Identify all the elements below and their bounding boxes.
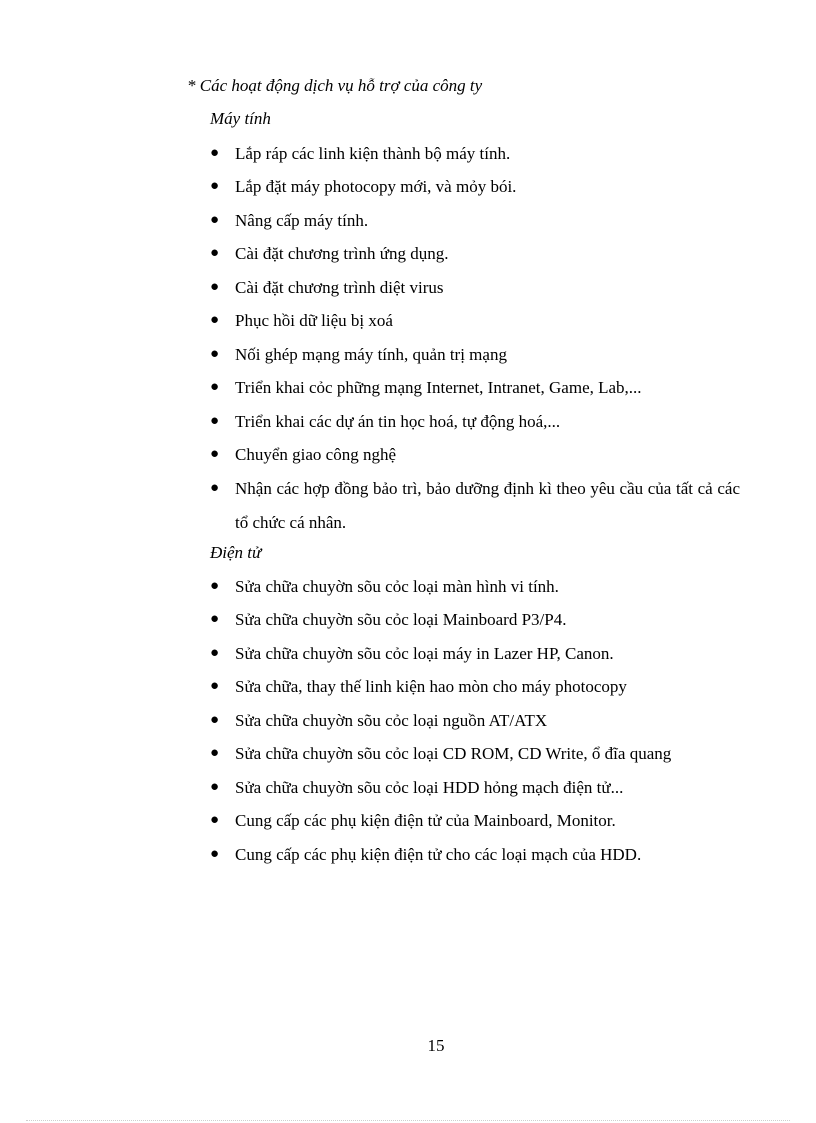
bullet-icon: ● bbox=[210, 480, 220, 496]
page-number: 15 bbox=[427, 1036, 445, 1055]
bullet-icon: ● bbox=[210, 745, 220, 761]
list-item-text: Cài đặt chương trình diệt virus bbox=[235, 278, 444, 297]
list-item-text: Sửa chữa chuyờn sõu cỏc loại CD ROM, CD Write, ổ đĩa quang bbox=[235, 744, 672, 763]
list-item bbox=[210, 170, 740, 204]
bullet-icon: ● bbox=[210, 346, 220, 362]
bullet-icon: ● bbox=[210, 678, 220, 694]
list-item-text: Lắp ráp các linh kiện thành bộ máy tính. bbox=[235, 144, 511, 163]
section-heading: * Các hoạt động dịch vụ hỗ trợ của công ty bbox=[187, 76, 483, 95]
list-item bbox=[210, 438, 740, 472]
list-item bbox=[210, 405, 740, 439]
list-item bbox=[210, 603, 740, 637]
list-item-text: Cài đặt chương trình ứng dụng. bbox=[235, 244, 449, 263]
bullet-icon: ● bbox=[210, 712, 220, 728]
bullet-icon: ● bbox=[210, 779, 220, 795]
list-item-text: Sửa chữa, thay thế linh kiện hao mòn cho máy photocopy bbox=[235, 677, 627, 696]
list-item-text: Nhận các hợp đồng bảo trì, bảo dưỡng định kì theo yêu cầu của tất cả các tổ chức cá nhân. bbox=[235, 479, 740, 532]
list-item-text: Nâng cấp máy tính. bbox=[235, 211, 369, 230]
list-item bbox=[210, 704, 740, 738]
list-item bbox=[210, 371, 740, 405]
list-item bbox=[210, 237, 740, 271]
list-item-text: Sửa chữa chuyờn sõu cỏc loại HDD hỏng mạch điện tử... bbox=[235, 778, 624, 797]
bullet-icon: ● bbox=[210, 279, 220, 295]
list-item-text: Phục hồi dữ liệu bị xoá bbox=[235, 311, 393, 330]
list-item-text: Triển khai các dự án tin học hoá, tự động hoá,... bbox=[235, 412, 561, 431]
list-item bbox=[210, 204, 740, 238]
bullet-icon: ● bbox=[210, 413, 220, 429]
list-item bbox=[210, 771, 740, 805]
list-item-text: Lắp đặt máy photocopy mới, và mỏy bói. bbox=[235, 177, 517, 196]
bullet-icon: ● bbox=[210, 145, 220, 161]
list-item-text: Nối ghép mạng máy tính, quản trị mạng bbox=[235, 345, 507, 364]
page-bottom-divider bbox=[26, 1120, 790, 1121]
group-title-computers: Máy tính bbox=[210, 109, 271, 128]
bullet-icon: ● bbox=[210, 578, 220, 594]
list-item-text: Cung cấp các phụ kiện điện tử cho các loại mạch của HDD. bbox=[235, 845, 642, 864]
list-item-text: Sửa chữa chuyờn sõu cỏc loại máy in Lazer HP, Canon. bbox=[235, 644, 614, 663]
bullet-icon: ● bbox=[210, 446, 220, 462]
list-item bbox=[210, 137, 740, 171]
list-item-text: Sửa chữa chuyờn sõu cỏc loại màn hình vi tính. bbox=[235, 577, 559, 596]
bullet-icon: ● bbox=[210, 846, 220, 862]
bullet-icon: ● bbox=[210, 178, 220, 194]
list-item-text: Triển khai cỏc phững mạng Internet, Intranet, Game, Lab,... bbox=[235, 378, 642, 397]
list-item bbox=[210, 804, 740, 838]
list-item bbox=[210, 338, 740, 372]
list-item bbox=[210, 570, 740, 604]
list-item-text: Chuyển giao công nghệ bbox=[235, 445, 396, 464]
list-item bbox=[210, 637, 740, 671]
list-item-text: Cung cấp các phụ kiện điện tử của Mainboard, Monitor. bbox=[235, 811, 616, 830]
bullet-icon: ● bbox=[210, 212, 220, 228]
list-item bbox=[210, 737, 740, 771]
group-title-electronics: Điện tử bbox=[210, 543, 262, 562]
bullet-icon: ● bbox=[210, 379, 220, 395]
list-item-text: Sửa chữa chuyờn sõu cỏc loại Mainboard P3/P4. bbox=[235, 610, 567, 629]
list-item bbox=[210, 472, 740, 539]
list-item bbox=[210, 304, 740, 338]
bullet-icon: ● bbox=[210, 245, 220, 261]
list-item-text: Sửa chữa chuyờn sõu cỏc loại nguồn AT/ATX bbox=[235, 711, 548, 730]
bullet-icon: ● bbox=[210, 611, 220, 627]
bullet-icon: ● bbox=[210, 812, 220, 828]
bullet-icon: ● bbox=[210, 645, 220, 661]
list-item bbox=[210, 670, 740, 704]
list-item bbox=[210, 838, 740, 872]
list-item bbox=[210, 271, 740, 305]
bullet-icon: ● bbox=[210, 312, 220, 328]
